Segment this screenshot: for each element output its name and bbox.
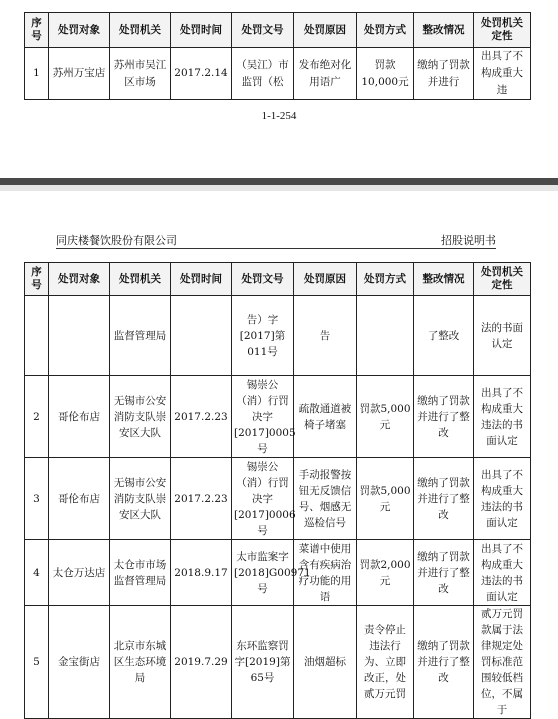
header-determination: 处罚机关定性 <box>474 263 531 296</box>
cell-no <box>25 296 49 376</box>
header-rectification: 整改情况 <box>414 13 474 48</box>
header-doc-no: 处罚文号 <box>232 263 294 296</box>
cell-rectification: 缴纳了罚款并进行了整改 <box>414 458 474 540</box>
running-header <box>56 232 496 249</box>
cell-authority: 太仓市市场监督管理局 <box>110 540 171 606</box>
cell-date: 2017.2.23 <box>171 376 232 458</box>
page-separator-shadow <box>0 185 558 191</box>
cell-authority: 无锡市公安消防支队崇安区大队 <box>110 458 171 540</box>
cell-doc-no: （吴江）市监罚（松 <box>232 48 294 100</box>
cell-date: 2017.2.23 <box>171 458 232 540</box>
header-reason: 处罚原因 <box>294 13 357 48</box>
cell-target: 太仓万达店 <box>49 540 110 606</box>
header-authority: 处罚机关 <box>110 263 171 296</box>
cell-target: 哥伦布店 <box>49 376 110 458</box>
header-determination: 处罚机关定性 <box>474 13 531 48</box>
cell-doc-no: 锡崇公（消）行罚决字[2017]0006号 <box>232 458 294 540</box>
cell-reason: 油烟超标 <box>294 606 357 719</box>
document-title: 招股说明书 <box>441 234 496 247</box>
cell-reason: 手动报警按钮无反馈信号、烟感无巡检信号 <box>294 458 357 540</box>
cell-rectification: 缴纳了罚款并进行了整改 <box>414 606 474 719</box>
cell-authority: 监督管理局 <box>110 296 171 376</box>
cell-no: 4 <box>25 540 49 606</box>
table-row <box>25 606 531 719</box>
table-row <box>25 458 531 540</box>
cell-no: 1 <box>25 48 49 100</box>
cell-date: 2017.2.14 <box>171 48 232 100</box>
header-doc-no: 处罚文号 <box>232 13 294 48</box>
cell-reason: 发布绝对化用语广 <box>294 48 357 100</box>
cell-determination: 出具了不构成重大违法的书面认定 <box>474 376 531 458</box>
cell-date: 2018.9.17 <box>171 540 232 606</box>
cell-authority: 无锡市公安消防支队崇安区大队 <box>110 376 171 458</box>
cell-doc-no: 太市监案字[2018]G00971号 <box>232 540 294 606</box>
cell-doc-no: 告）字[2017]第011号 <box>232 296 294 376</box>
cell-target: 哥伦布店 <box>49 458 110 540</box>
table-header-row <box>25 13 531 48</box>
header-method: 处罚方式 <box>357 13 414 48</box>
company-name: 同庆楼餐饮股份有限公司 <box>56 234 177 247</box>
cell-no: 5 <box>25 606 49 719</box>
cell-determination: 出具了不构成重大违法的书面认定 <box>474 540 531 606</box>
cell-determination: 法的书面认定 <box>474 296 531 376</box>
cell-method: 罚款10,000元 <box>357 48 414 100</box>
header-seq: 序号 <box>25 13 49 48</box>
table-row <box>25 376 531 458</box>
table-header-row <box>25 263 531 296</box>
header-date: 处罚时间 <box>171 13 232 48</box>
header-date: 处罚时间 <box>171 263 232 296</box>
cell-reason: 菜谱中使用含有疾病治疗功能的用语 <box>294 540 357 606</box>
page-separator <box>0 178 558 185</box>
table-row <box>25 540 531 606</box>
page-number: 1-1-254 <box>261 110 297 122</box>
cell-rectification: 缴纳了罚款并进行了整改 <box>414 376 474 458</box>
cell-method <box>357 296 414 376</box>
cell-reason: 告 <box>294 296 357 376</box>
cell-method: 罚款5,000元 <box>357 376 414 458</box>
cell-target: 金宝街店 <box>49 606 110 719</box>
cell-rectification: 缴纳了罚款并进行 <box>414 48 474 100</box>
cell-authority: 苏州市吴江区市场 <box>110 48 171 100</box>
cell-determination: 贰万元罚款属于法律规定处罚标准范围较低档位，不属于 <box>474 606 531 719</box>
cell-no: 2 <box>25 376 49 458</box>
cell-determination: 出具了不构成重大违法的书面认定 <box>474 458 531 540</box>
cell-date <box>171 296 232 376</box>
cell-reason: 疏散通道被椅子堵塞 <box>294 376 357 458</box>
cell-no: 3 <box>25 458 49 540</box>
header-authority: 处罚机关 <box>110 13 171 48</box>
table-row <box>25 48 531 100</box>
table-row-continued <box>25 296 531 376</box>
header-rectification: 整改情况 <box>414 263 474 296</box>
cell-method: 责令停止违法行为、立即改正，处贰万元罚 <box>357 606 414 719</box>
cell-rectification: 了整改 <box>414 296 474 376</box>
cell-target: 苏州万宝店 <box>49 48 110 100</box>
cell-method: 罚款5,000元 <box>357 458 414 540</box>
cell-rectification: 缴纳了罚款并进行了整改 <box>414 540 474 606</box>
cell-doc-no: 东环监察罚字[2019]第65号 <box>232 606 294 719</box>
cell-target <box>49 296 110 376</box>
cell-authority: 北京市东城区生态环境局 <box>110 606 171 719</box>
penalty-table-top <box>24 12 531 100</box>
penalty-table <box>24 262 531 719</box>
cell-date: 2019.7.29 <box>171 606 232 719</box>
header-method: 处罚方式 <box>357 263 414 296</box>
header-target: 处罚对象 <box>49 13 110 48</box>
cell-doc-no: 锡崇公（消）行罚决字[2017]0005号 <box>232 376 294 458</box>
header-target: 处罚对象 <box>49 263 110 296</box>
header-seq: 序号 <box>25 263 49 296</box>
cell-method: 罚款2,000元 <box>357 540 414 606</box>
header-reason: 处罚原因 <box>294 263 357 296</box>
cell-determination: 出具了不构成重大违 <box>474 48 531 100</box>
